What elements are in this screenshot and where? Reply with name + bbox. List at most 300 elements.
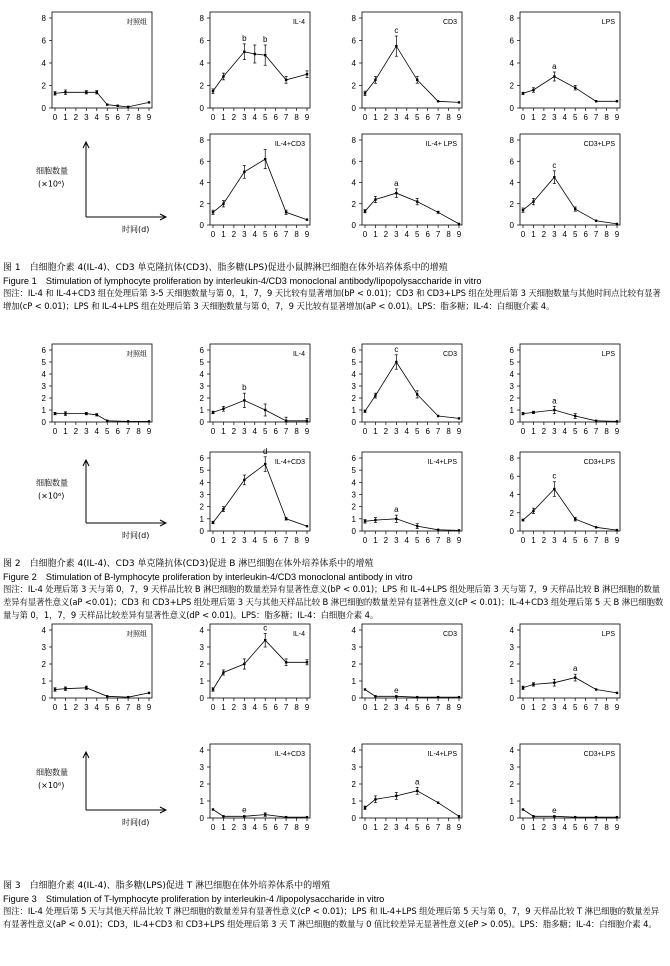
data-point	[222, 408, 224, 410]
x-tick-label: 7	[435, 427, 441, 436]
y-tick-label: 6	[199, 36, 204, 46]
data-point	[64, 91, 66, 93]
x-tick-label: 7	[283, 230, 289, 239]
x-tick-label: 4	[252, 536, 258, 545]
x-tick-label: 9	[614, 823, 620, 832]
x-tick-label: 1	[531, 536, 536, 545]
y-tick-label: 2	[509, 394, 514, 403]
y-tick-label: 0	[351, 104, 356, 113]
x-tick-label: 4	[252, 703, 258, 712]
x-tick-label: 8	[294, 536, 299, 545]
x-tick-label: 4	[404, 113, 410, 122]
figure-3-caption	[3, 880, 667, 931]
axis-legend	[36, 142, 166, 234]
series-line	[213, 400, 307, 420]
x-tick-label: 0	[210, 703, 216, 712]
y-tick-label: 8	[509, 14, 514, 23]
data-point	[395, 361, 397, 363]
data-point	[306, 661, 308, 663]
data-point	[416, 696, 418, 698]
panel-label: CD3	[442, 351, 457, 358]
y-tick-label: 4	[351, 626, 356, 635]
figure-1-caption-en: Figure 1 Stimulation of lymphocyte proliferation by interleukin-4/CD3 monoclonal antibody/lipopolysaccharide in vitro	[3, 275, 482, 286]
x-tick-label: 5	[572, 823, 578, 832]
series-line	[213, 464, 307, 526]
y-tick-label: 0	[351, 527, 356, 536]
data-point	[374, 394, 376, 396]
x-tick-label: 2	[231, 703, 237, 712]
significance-mark: a	[572, 664, 578, 674]
data-point	[532, 411, 534, 413]
data-point	[364, 807, 366, 809]
figure-2-caption-zh: 图 2 白细胞介素 4(IL-4)、CD3 单克隆抗体(CD3)促进 B 淋巴细胞在体外培养体系中的增殖	[3, 559, 374, 569]
x-tick-label: 5	[414, 427, 420, 436]
x-tick-label: 2	[383, 230, 389, 239]
data-point	[148, 692, 150, 694]
x-tick-label: 6	[425, 427, 430, 436]
data-point	[264, 463, 266, 465]
y-tick-label: 5	[351, 358, 356, 367]
series-line	[365, 193, 459, 224]
y-tick-label: 3	[41, 382, 46, 391]
significance-mark: a	[552, 396, 557, 406]
data-point	[574, 676, 576, 678]
x-tick-label: 5	[414, 536, 420, 545]
x-tick-label: 8	[294, 113, 299, 122]
y-axis-label: 细胞数量	[36, 478, 68, 488]
y-tick-label: 2	[41, 394, 46, 403]
y-tick-label: 8	[351, 136, 356, 145]
x-tick-label: 2	[541, 536, 547, 545]
significance-mark: e	[552, 805, 557, 815]
panel-label: 对照组	[126, 631, 147, 638]
axis-legend	[36, 752, 166, 827]
figure-3-note: 图注：IL-4 处理后第 5 天与其他天样品比较 T 淋巴细胞的数量差异有显著性意义(cP < 0.01)；LPS 和 IL-4+LPS 组处理后第 5 天与第 0，7，9 天样品比较 T 淋巴细胞的数量差异有显著性意义(aP < 0.01)；CD3，IL-4+CD3 和 CD3+LPS 组处理后第 3 天 T 淋巴细胞的数量与 0 值比较差异无显著性意义(eP > 0.05)。LPS：脂多糖；IL-4：白细胞介素 4。	[3, 906, 660, 929]
series-line	[213, 159, 307, 220]
y-tick-label: 6	[351, 157, 356, 167]
x-tick-label: 4	[404, 536, 410, 545]
panel-2-5	[200, 447, 310, 545]
series-line	[523, 77, 617, 102]
x-tick-label: 8	[604, 113, 609, 122]
significance-mark: b	[242, 383, 247, 393]
x-tick-label: 4	[404, 230, 410, 239]
data-point	[553, 176, 555, 178]
x-tick-label: 3	[242, 536, 247, 545]
y-tick-label: 4	[351, 59, 356, 68]
y-tick-label: 6	[351, 346, 356, 355]
panel-1-7	[510, 134, 620, 239]
x-tick-label: 7	[283, 536, 289, 545]
x-tick-label: 8	[446, 230, 451, 239]
y-tick-label: 1	[41, 406, 46, 415]
panel-label: IL-4+CD3	[274, 141, 305, 148]
data-point	[522, 412, 524, 414]
x-tick-label: 6	[273, 113, 278, 122]
x-tick-label: 4	[562, 427, 568, 436]
panel-label: 对照组	[126, 351, 147, 358]
x-tick-label: 7	[283, 427, 289, 436]
series-line	[365, 791, 459, 817]
data-point	[222, 75, 224, 77]
y-tick-label: 0	[509, 694, 514, 703]
data-point	[54, 92, 56, 94]
x-tick-label: 6	[583, 230, 588, 239]
y-tick-label: 8	[199, 136, 204, 145]
data-point	[212, 808, 214, 810]
data-point	[595, 420, 597, 422]
x-tick-label: 5	[262, 230, 268, 239]
x-tick-label: 7	[435, 113, 441, 122]
data-point	[416, 200, 418, 202]
data-point	[574, 415, 576, 417]
x-tick-label: 4	[404, 823, 410, 832]
x-tick-label: 1	[373, 427, 378, 436]
data-point	[222, 203, 224, 205]
y-tick-label: 1	[199, 677, 204, 686]
data-point	[574, 518, 576, 520]
x-tick-label: 1	[221, 823, 226, 832]
data-point	[437, 696, 439, 698]
x-tick-label: 7	[435, 823, 441, 832]
x-tick-label: 4	[252, 230, 258, 239]
y-axis-label: 细胞数量	[36, 166, 68, 176]
data-point	[437, 211, 439, 213]
x-tick-label: 0	[210, 230, 216, 239]
data-point	[374, 519, 376, 521]
x-axis-label: 时间(d)	[122, 225, 150, 234]
y-tick-label: 6	[509, 157, 514, 167]
y-axis-label: 细胞数量	[36, 768, 68, 777]
data-point	[616, 420, 618, 422]
y-tick-label: 4	[199, 59, 204, 68]
x-tick-label: 1	[373, 536, 378, 545]
x-tick-label: 3	[84, 703, 89, 712]
x-axis-label: 时间(d)	[122, 531, 150, 540]
y-tick-label: 2	[351, 780, 356, 789]
data-point	[285, 661, 287, 663]
x-tick-label: 8	[604, 536, 609, 545]
x-tick-label: 9	[456, 823, 462, 832]
y-tick-label: 2	[351, 199, 356, 209]
data-point	[553, 815, 555, 817]
x-tick-label: 8	[604, 703, 609, 712]
y-tick-label: 4	[199, 626, 204, 635]
series-line	[523, 177, 617, 224]
x-tick-label: 3	[552, 536, 557, 545]
significance-mark: a	[394, 178, 399, 188]
x-tick-label: 0	[362, 536, 368, 545]
data-point	[616, 692, 618, 694]
x-tick-label: 9	[304, 230, 310, 239]
data-point	[553, 488, 555, 490]
x-tick-label: 6	[583, 427, 588, 436]
panel-label: LPS	[601, 351, 615, 358]
y-tick-label: 0	[199, 221, 204, 230]
x-tick-label: 3	[552, 230, 557, 239]
data-point	[106, 420, 108, 422]
x-tick-label: 9	[146, 427, 152, 436]
y-tick-label: 1	[199, 797, 204, 806]
y-tick-label: 4	[41, 370, 46, 379]
x-tick-label: 8	[446, 427, 451, 436]
data-point	[437, 415, 439, 417]
y-tick-label: 2	[351, 660, 356, 669]
data-point	[243, 663, 245, 665]
x-tick-label: 9	[146, 703, 152, 712]
x-tick-label: 3	[394, 823, 399, 832]
data-point	[96, 91, 98, 93]
x-tick-label: 9	[456, 113, 462, 122]
x-tick-label: 6	[425, 230, 430, 239]
x-tick-label: 3	[242, 230, 247, 239]
x-tick-label: 9	[304, 427, 310, 436]
data-point	[595, 816, 597, 818]
y-tick-label: 3	[509, 763, 514, 772]
data-point	[264, 409, 266, 411]
data-point	[574, 208, 576, 210]
series-line	[213, 810, 307, 818]
x-tick-label: 1	[531, 703, 536, 712]
x-tick-label: 4	[562, 823, 568, 832]
data-point	[616, 816, 618, 818]
x-tick-label: 5	[414, 703, 420, 712]
data-point	[616, 223, 618, 225]
y-tick-label: 1	[351, 797, 356, 806]
figure-3-caption-zh: 图 3 白细胞介素 4(IL-4)、脂多糖(LPS)促进 T 淋巴细胞在体外培养体系中的增殖	[3, 881, 331, 891]
y-tick-label: 5	[509, 358, 514, 367]
x-tick-label: 3	[242, 823, 247, 832]
x-tick-label: 7	[125, 427, 131, 436]
x-tick-label: 4	[404, 703, 410, 712]
data-point	[458, 529, 460, 531]
x-tick-label: 9	[614, 536, 620, 545]
x-tick-label: 6	[425, 113, 430, 122]
significance-mark: c	[552, 471, 557, 481]
panel-frame	[210, 12, 310, 108]
data-point	[127, 696, 129, 698]
x-tick-label: 2	[73, 703, 79, 712]
data-point	[458, 101, 460, 103]
panel-3-4	[510, 624, 620, 712]
x-tick-label: 2	[383, 113, 389, 122]
y-tick-label: 4	[199, 746, 204, 755]
y-tick-label: 5	[199, 466, 204, 476]
y-tick-label: 3	[351, 763, 356, 772]
series-line	[213, 640, 307, 689]
x-tick-label: 2	[231, 113, 237, 122]
significance-mark: e	[394, 685, 399, 695]
data-point	[264, 54, 266, 56]
panel-3-6	[352, 744, 462, 832]
x-tick-label: 7	[435, 536, 441, 545]
panel-1-6	[352, 134, 462, 239]
figure-2-caption-en: Figure 2 Stimulation of B-lymphocyte proliferation by interleukin-4/CD3 monoclonal antibody in vitro	[3, 571, 413, 582]
data-point	[85, 91, 87, 93]
series-line	[55, 688, 149, 697]
x-tick-label: 0	[52, 427, 58, 436]
x-tick-label: 0	[520, 703, 526, 712]
panel-label: CD3+LPS	[583, 141, 615, 148]
x-tick-label: 2	[231, 427, 237, 436]
series-line	[365, 519, 459, 531]
data-point	[595, 220, 597, 222]
x-tick-label: 2	[383, 703, 389, 712]
x-tick-label: 4	[94, 703, 100, 712]
panel-frame	[362, 12, 462, 108]
data-point	[85, 412, 87, 414]
y-tick-label: 4	[41, 626, 46, 635]
x-tick-label: 3	[394, 703, 399, 712]
significance-mark: a	[414, 777, 420, 787]
y-tick-label: 4	[509, 626, 514, 635]
x-tick-label: 7	[283, 823, 289, 832]
x-tick-label: 3	[242, 113, 247, 122]
y-tick-label: 2	[199, 394, 204, 403]
data-point	[285, 211, 287, 213]
y-tick-label: 0	[351, 221, 356, 230]
y-tick-label: 1	[351, 677, 356, 686]
data-point	[254, 53, 256, 55]
series-line	[523, 410, 617, 421]
x-tick-label: 8	[136, 427, 141, 436]
data-point	[374, 79, 376, 81]
panel-label: CD3	[442, 631, 457, 638]
y-tick-label: 3	[351, 643, 356, 652]
y-tick-label: 6	[199, 346, 204, 355]
panel-3-2	[200, 623, 310, 712]
x-tick-label: 0	[52, 113, 58, 122]
panel-2-4	[510, 344, 620, 436]
data-point	[212, 211, 214, 213]
x-tick-label: 9	[304, 113, 310, 122]
series-line	[365, 46, 459, 102]
x-tick-label: 8	[294, 230, 299, 239]
y-tick-label: 0	[41, 104, 46, 113]
data-point	[222, 815, 224, 817]
x-tick-label: 9	[456, 230, 462, 239]
data-point	[212, 688, 214, 690]
y-tick-label: 3	[199, 643, 204, 652]
x-tick-label: 1	[63, 427, 68, 436]
x-tick-label: 6	[273, 230, 278, 239]
x-tick-label: 4	[562, 230, 568, 239]
data-point	[395, 795, 397, 797]
data-point	[148, 420, 150, 422]
y-tick-label: 0	[509, 814, 514, 823]
x-tick-label: 6	[425, 823, 430, 832]
data-point	[243, 815, 245, 817]
x-tick-label: 7	[593, 427, 599, 436]
y-tick-label: 1	[351, 406, 356, 415]
panel-2-6	[352, 452, 462, 545]
y-tick-label: 3	[199, 763, 204, 772]
data-point	[616, 529, 618, 531]
data-point	[437, 802, 439, 804]
panel-label: CD3	[442, 19, 457, 26]
data-point	[522, 687, 524, 689]
panel-3-5	[200, 744, 310, 832]
x-tick-label: 7	[593, 230, 599, 239]
y-tick-label: 5	[351, 466, 356, 476]
y-tick-label: 1	[509, 797, 514, 806]
x-tick-label: 1	[221, 230, 226, 239]
y-tick-label: 0	[509, 418, 514, 427]
series-line	[365, 362, 459, 418]
significance-mark: c	[394, 344, 399, 354]
data-point	[306, 218, 308, 220]
data-point	[416, 525, 418, 527]
panel-2-7	[510, 452, 620, 545]
x-tick-label: 2	[73, 113, 79, 122]
x-tick-label: 0	[362, 703, 368, 712]
x-tick-label: 7	[593, 703, 599, 712]
data-point	[532, 89, 534, 91]
figure-2-caption	[3, 558, 667, 621]
x-tick-label: 0	[362, 113, 368, 122]
y-tick-label: 6	[41, 346, 46, 355]
panel-label: IL-4+CD3	[274, 459, 305, 466]
x-tick-label: 5	[572, 427, 578, 436]
data-point	[364, 688, 366, 690]
y-tick-label: 0	[199, 814, 204, 823]
y-tick-label: 3	[509, 382, 514, 391]
y-tick-label: 2	[509, 660, 514, 669]
y-axis-unit: (×10⁶)	[38, 781, 65, 790]
x-tick-label: 8	[294, 427, 299, 436]
data-point	[437, 529, 439, 531]
data-point	[458, 815, 460, 817]
figure-1	[0, 0, 670, 311]
x-tick-label: 0	[210, 536, 216, 545]
data-point	[243, 399, 245, 401]
y-tick-label: 4	[199, 178, 204, 188]
x-tick-label: 9	[614, 703, 620, 712]
panel-2-1	[42, 344, 152, 436]
data-point	[264, 639, 266, 641]
x-tick-label: 5	[572, 536, 578, 545]
panel-label: IL-4+LPS	[427, 751, 457, 758]
x-tick-label: 1	[63, 703, 68, 712]
x-tick-label: 2	[541, 113, 547, 122]
x-tick-label: 9	[456, 703, 462, 712]
y-tick-label: 0	[351, 814, 356, 823]
series-line	[55, 92, 149, 107]
data-point	[395, 518, 397, 520]
data-point	[616, 100, 618, 102]
data-point	[264, 813, 266, 815]
figure-3	[0, 618, 670, 929]
x-tick-label: 3	[552, 703, 557, 712]
data-point	[595, 100, 597, 102]
data-point	[522, 209, 524, 211]
x-tick-label: 4	[404, 427, 410, 436]
x-tick-label: 3	[84, 113, 89, 122]
data-point	[416, 790, 418, 792]
y-tick-label: 4	[41, 59, 46, 68]
data-point	[243, 171, 245, 173]
x-tick-label: 1	[373, 823, 378, 832]
x-tick-label: 8	[446, 113, 451, 122]
data-point	[374, 798, 376, 800]
figure-2-note: 图注：IL-4 处理后第 3 天与第 0，7，9 天样品比较 B 淋巴细胞的数量差异有显著性意义(bP < 0.01)；LPS 和 IL-4+LPS 组处理后第 3 天与第 7，9 天样品比较 B 淋巴细胞的数量差异有显著性意义(aP <0.01)；CD3 和 CD3+LPS 组处理后第 3 天与其他天样品比较 B 淋巴细胞的数量差异有显著性意义(cP < 0.01)；IL-4+CD3 组处理后第 5 天 B 淋巴细胞数量与第 0，1，7，9 天样品比较差异有显著性意义(dP < 0.01)。LPS：脂多糖；IL-4：白细胞介素 4。	[3, 584, 664, 620]
x-tick-label: 5	[104, 113, 110, 122]
x-tick-label: 4	[252, 823, 258, 832]
data-point	[285, 816, 287, 818]
x-tick-label: 2	[383, 823, 389, 832]
x-tick-label: 8	[446, 823, 451, 832]
x-tick-label: 0	[52, 703, 58, 712]
